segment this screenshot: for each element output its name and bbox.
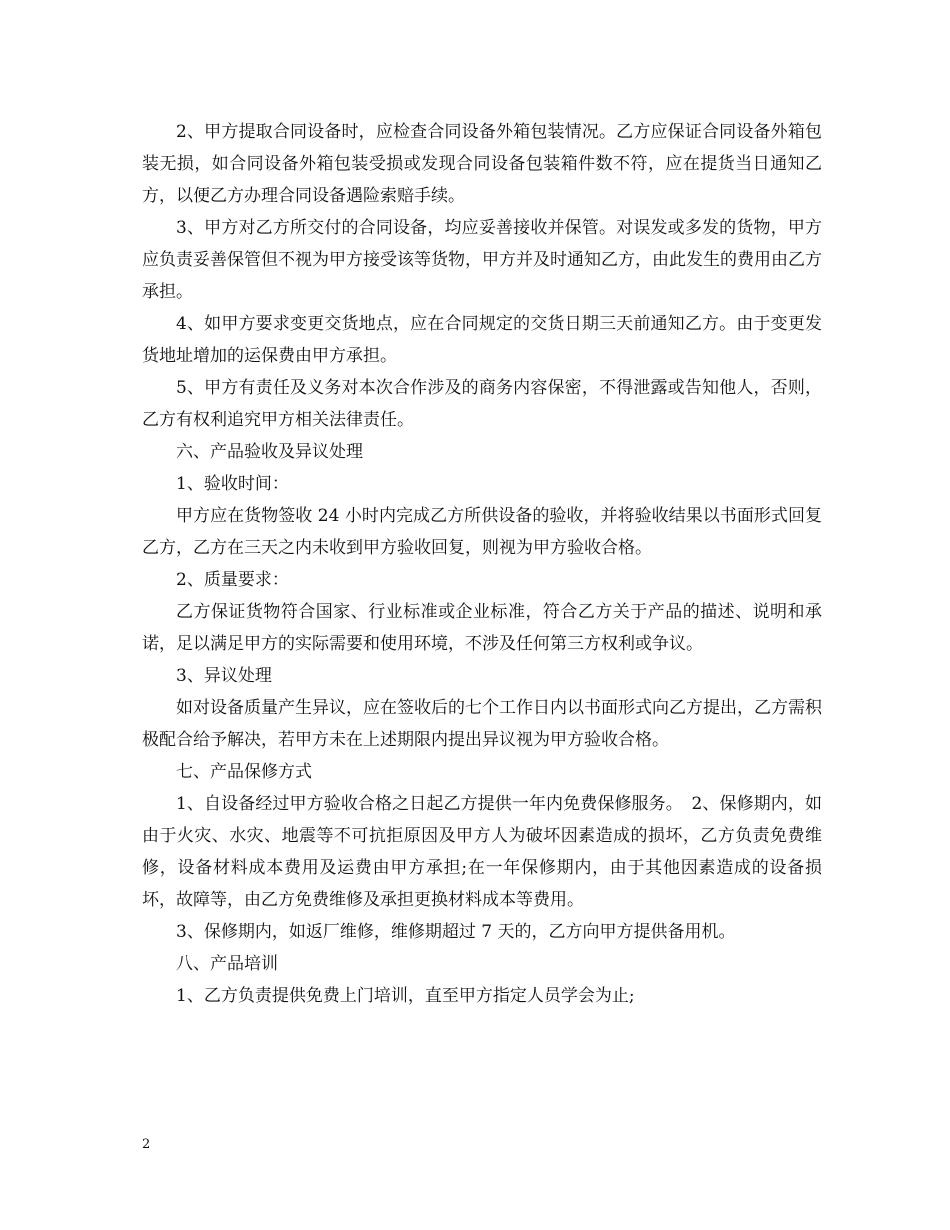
- clause-paragraph: 1、乙方负责提供免费上门培训，直至甲方指定人员学会为止;: [176, 986, 635, 1006]
- section-heading: 六、产品验收及异议处理: [176, 442, 363, 462]
- clause-paragraph: 如对设备质量产生异议，应在签收后的七个工作日内以书面形式向乙方提出，乙方需积极配合给予解决，若甲方未在上述期限内提出异议视为甲方验收合格。: [142, 698, 822, 750]
- clause-paragraph: 4、如甲方要求变更交货地点，应在合同规定的交货日期三天前通知乙方。由于变更发货地址增加的运保费由甲方承担。: [142, 314, 822, 366]
- subsection-heading: 3、异议处理: [176, 666, 272, 686]
- clause-paragraph: 5、甲方有责任及义务对本次合作涉及的商务内容保密，不得泄露或告知他人，否则，乙方有权利追究甲方相关法律责任。: [142, 378, 822, 430]
- clause-paragraph: 2、甲方提取合同设备时，应检查合同设备外箱包装情况。乙方应保证合同设备外箱包装无损，如合同设备外箱包装受损或发现合同设备包装箱件数不符，应在提货当日通知乙方，以便乙方办理合同设备遇险索赔手续。: [142, 122, 822, 206]
- document-body: [142, 116, 822, 1012]
- clause-paragraph: 甲方应在货物签收 24 小时内完成乙方所供设备的验收，并将验收结果以书面形式回复乙方，乙方在三天之内未收到甲方验收回复，则视为甲方验收合格。: [142, 506, 822, 558]
- clause-paragraph: 3、甲方对乙方所交付的合同设备，均应妥善接收并保管。对误发或多发的货物，甲方应负责妥善保管但不视为甲方接受该等货物，甲方并及时通知乙方，由此发生的费用由乙方承担。: [142, 218, 822, 302]
- section-heading: 七、产品保修方式: [176, 762, 312, 782]
- section-heading: 八、产品培训: [176, 954, 278, 974]
- clause-paragraph: 乙方保证货物符合国家、行业标准或企业标准，符合乙方关于产品的描述、说明和承诺，足以满足甲方的实际需要和使用环境，不涉及任何第三方权利或争议。: [142, 602, 822, 654]
- clause-paragraph: 3、保修期内，如返厂维修，维修期超过 7 天的，乙方向甲方提供备用机。: [176, 922, 736, 942]
- subsection-heading: 2、质量要求：: [176, 570, 289, 590]
- subsection-heading: 1、验收时间：: [176, 474, 289, 494]
- clause-paragraph: 1、自设备经过甲方验收合格之日起乙方提供一年内免费保修服务。 2、保修期内，如由于火灾、水灾、地震等不可抗拒原因及甲方人为破坏因素造成的损坏，乙方负责免费维修，设备材料成本费用及运费由甲方承担;在一年保修期内，由于其他因素造成的设备损坏，故障等，由乙方免费维修及承担更换材料成本等费用。: [142, 794, 822, 910]
- page-number: 2: [142, 1137, 151, 1152]
